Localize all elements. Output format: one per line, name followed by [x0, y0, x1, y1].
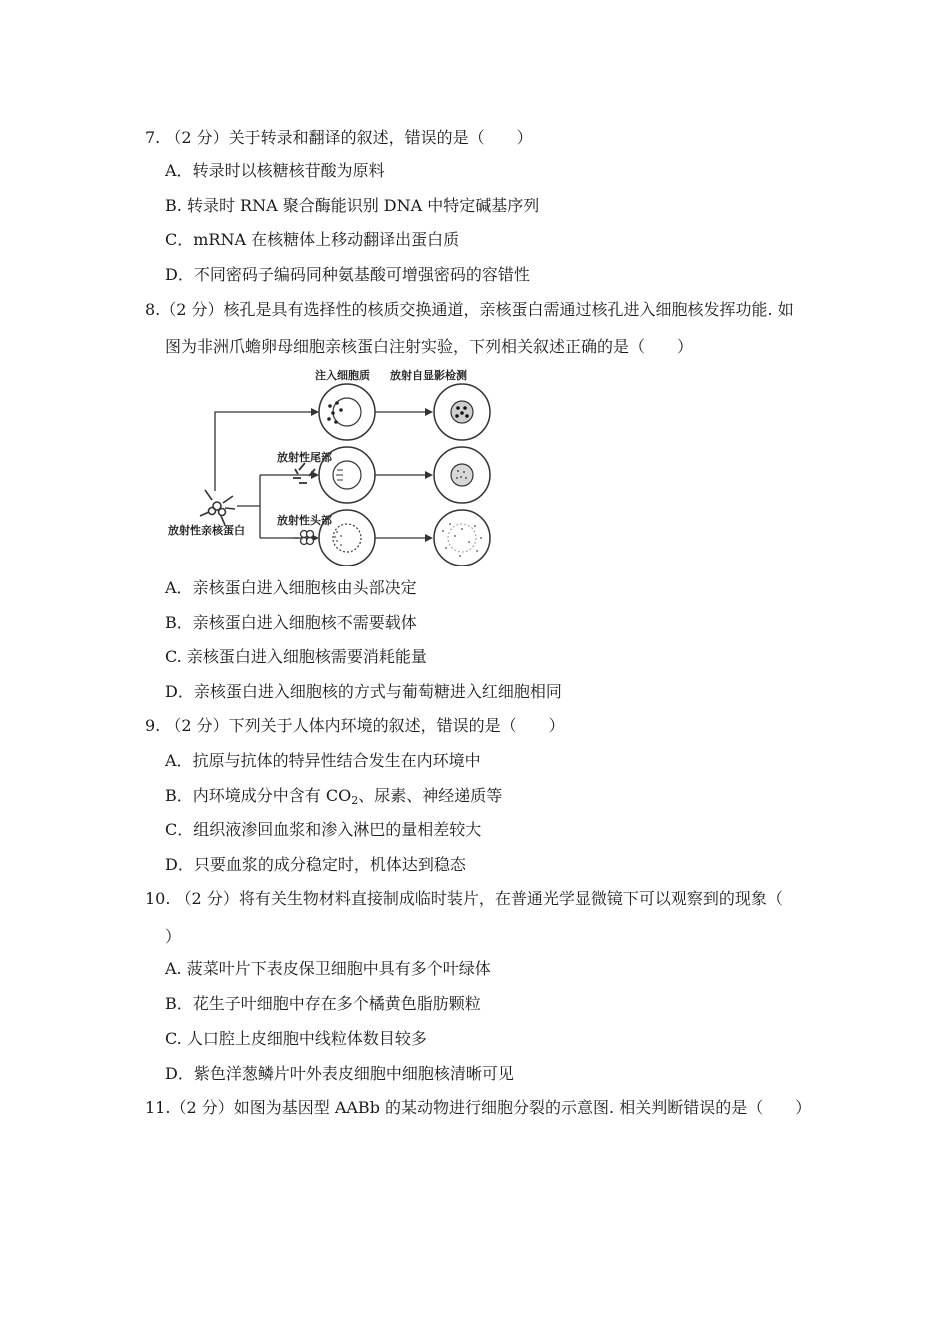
question-11-stem [145, 1097, 815, 1119]
label-inject-cytoplasm: 注入细胞质 [315, 369, 370, 382]
question-text: 下列关于人体内环境的叙述，错误的是（ ） [228, 716, 565, 735]
cell-injected-head [319, 510, 375, 566]
question-text: 关于转录和翻译的叙述，错误的是（ ） [228, 128, 533, 147]
question-8-option-b[interactable]: B．亲核蛋白进入细胞核不需要载体 [165, 613, 417, 632]
question-score: （2 分） [170, 1098, 234, 1117]
question-number: 11. [145, 1098, 171, 1117]
question-10-option-c[interactable]: C. 人口腔上皮细胞中线粒体数目较多 [165, 1029, 427, 1048]
question-score: （2 分） [165, 716, 229, 735]
question-8-option-c[interactable]: C. 亲核蛋白进入细胞核需要消耗能量 [165, 647, 427, 666]
question-number: 10. [145, 889, 171, 908]
question-10-option-a[interactable]: A. 菠菜叶片下表皮保卫细胞中具有多个叶绿体 [165, 959, 491, 978]
label-radioactive-nuclear-protein: 放射性亲核蛋白 [168, 524, 245, 537]
question-7-option-d[interactable]: D．不同密码子编码同种氨基酸可增强密码的容错性 [165, 265, 530, 284]
question-10-stem-continued: ） [165, 927, 182, 946]
cell-injected-tail [319, 447, 375, 503]
nuclear-protein-injection-figure [165, 366, 510, 566]
nuclear-protein-icon [200, 490, 235, 525]
cell-injected-whole [319, 384, 375, 440]
question-9-option-a[interactable]: A．抗原与抗体的特异性结合发生在内环境中 [165, 751, 481, 770]
question-7-stem [145, 127, 815, 149]
question-text: 如图为基因型 AABb 的某动物进行细胞分裂的示意图. 相关判断错误的是（ ） [233, 1098, 812, 1117]
question-7-option-a[interactable]: A．转录时以核糖核苷酸为原料 [165, 161, 385, 180]
question-score: （2 分） [160, 300, 224, 319]
cell-result-whole [434, 384, 490, 440]
question-9-option-d[interactable]: D．只要血浆的成分稳定时，机体达到稳态 [165, 855, 466, 874]
question-9-option-b[interactable]: B．内环境成分中含有 $CO_2$、尿素、神经递质等 [165, 786, 503, 807]
question-8-stem [145, 299, 815, 321]
question-score: （2 分） [165, 128, 229, 147]
question-10-stem [145, 888, 815, 910]
cell-result-tail [434, 447, 490, 503]
label-radioactive-head: 放射性头部 [277, 514, 332, 527]
question-8-stem-continued: 图为非洲爪蟾卵母细胞亲核蛋白注射实验，下列相关叙述正确的是（ ） [165, 337, 694, 356]
question-8-option-a[interactable]: A．亲核蛋白进入细胞核由头部决定 [165, 578, 417, 597]
question-7-option-b[interactable]: B. 转录时 RNA 聚合酶能识别 DNA 中特定碱基序列 [165, 196, 540, 215]
question-8-option-d[interactable]: D．亲核蛋白进入细胞核的方式与葡萄糖进入红细胞相同 [165, 682, 562, 701]
question-9-option-c[interactable]: C．组织液渗回血浆和渗入淋巴的量相差较大 [165, 820, 482, 839]
question-10-option-b[interactable]: B．花生子叶细胞中存在多个橘黄色脂肪颗粒 [165, 994, 481, 1013]
question-number: 8. [145, 300, 161, 319]
question-9-stem [145, 715, 815, 737]
label-autoradiography: 放射自显影检测 [390, 369, 467, 382]
question-10-option-d[interactable]: D．紫色洋葱鳞片叶外表皮细胞中细胞核清晰可见 [165, 1064, 514, 1083]
label-radioactive-tail: 放射性尾部 [277, 451, 332, 464]
question-text: 将有关生物材料直接制成临时装片，在普通光学显微镜下可以观察到的现象（ [238, 889, 783, 908]
question-text: 核孔是具有选择性的核质交换通道，亲核蛋白需通过核孔进入细胞核发挥功能. 如 [223, 300, 794, 319]
question-7-option-c[interactable]: C．mRNA 在核糖体上移动翻译出蛋白质 [165, 230, 460, 249]
question-number: 9. [145, 716, 161, 735]
question-score: （2 分） [175, 889, 239, 908]
tail-fragments-icon [293, 463, 315, 483]
cell-result-head [434, 510, 490, 566]
question-number: 7. [145, 128, 161, 147]
